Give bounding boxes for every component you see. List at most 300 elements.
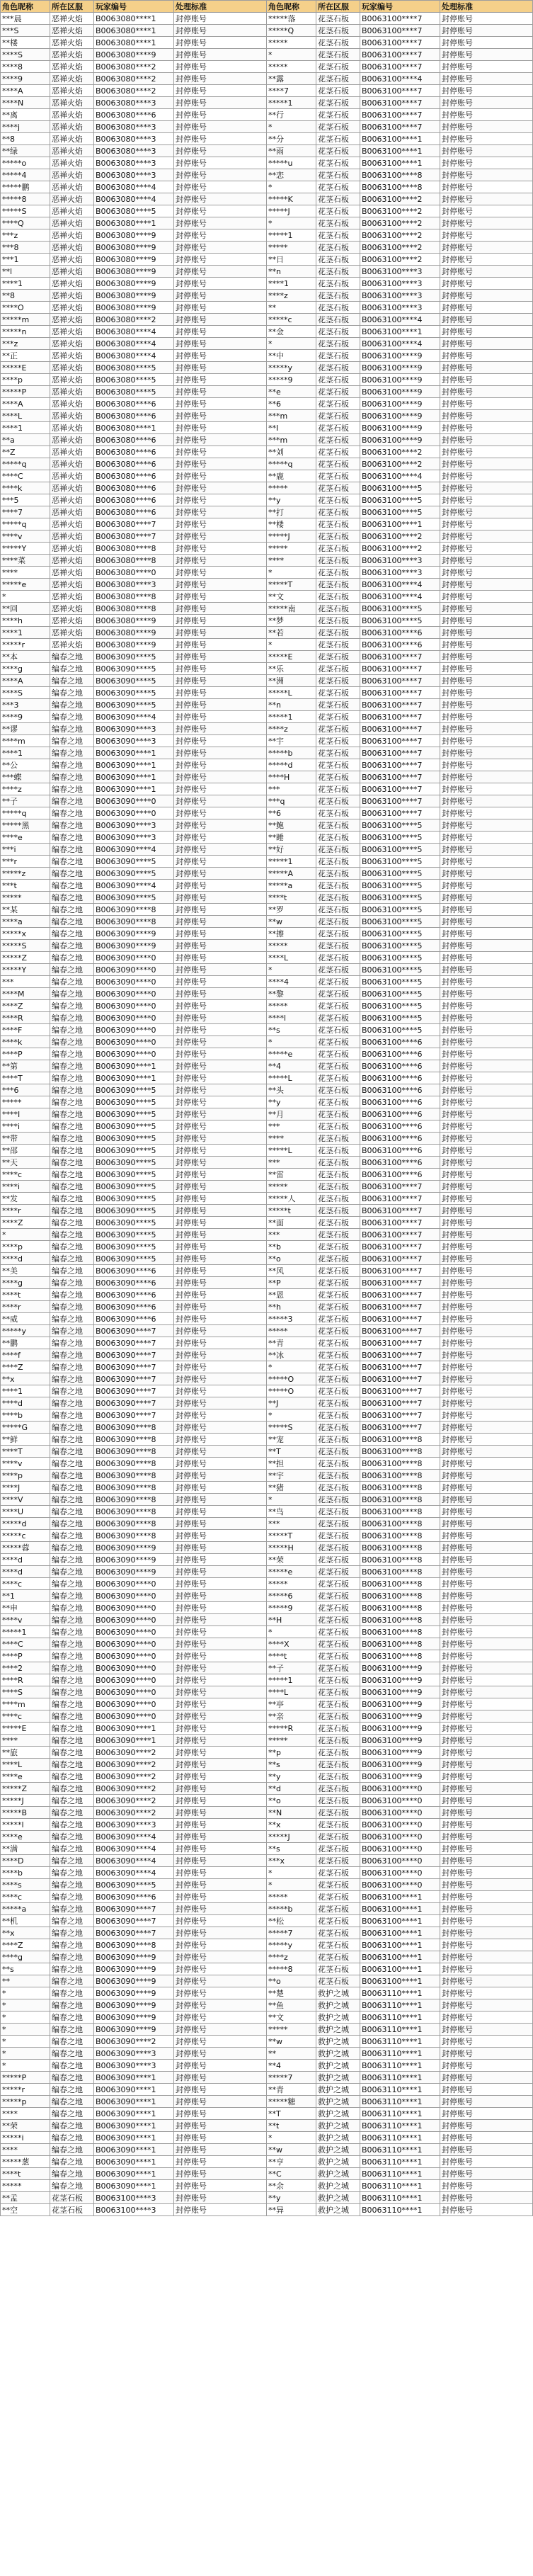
table-row [1,494,533,506]
table-row [1,458,533,470]
server-cell: 编春之地 [50,651,94,663]
nickname-cell-2: **中 [267,350,316,362]
server-cell-2: 花茎石板 [316,807,360,819]
table-row [1,1638,533,1650]
action-cell-2: 封停账号 [440,819,533,832]
player-id-cell-2: B0063100****4 [360,73,440,85]
player-id-cell-2: B0063100****8 [360,1518,440,1530]
action-cell-2: 封停账号 [440,1313,533,1325]
action-cell-2: 封停账号 [440,254,533,266]
server-cell: 恶禅火焰 [50,338,94,350]
player-id-cell-2: B0063100****5 [360,1000,440,1012]
player-id-cell: B0063080****1 [94,217,174,229]
nickname-cell: **鲜 [1,1434,50,1446]
table-row [1,1277,533,1289]
action-cell-2: 封停账号 [440,1927,533,1939]
table-row [1,928,533,940]
nickname-cell-2: ** [267,2048,316,2060]
table-row [1,1927,533,1939]
nickname-cell-2: ***** [267,482,316,494]
server-cell-2: 花茎石板 [316,145,360,157]
player-id-cell: B0063090****7 [94,1337,174,1349]
table-row [1,904,533,916]
server-cell-2: 花茎石板 [316,1674,360,1686]
server-cell: 恶禅火焰 [50,109,94,121]
nickname-cell: * [1,591,50,603]
player-id-cell-2: B0063100****8 [360,1626,440,1638]
action-cell-2: 封停账号 [440,928,533,940]
server-cell-2: 花茎石板 [316,543,360,555]
server-cell: 花茎石板 [50,2192,94,2204]
action-cell-2: 封停账号 [440,1638,533,1650]
player-id-cell: B0063090****6 [94,1301,174,1313]
server-cell: 编春之地 [50,2048,94,2060]
action-cell-2: 封停账号 [440,1000,533,1012]
nickname-cell-2: **日 [267,254,316,266]
action-cell: 封停账号 [174,2072,267,2084]
nickname-cell: *****P [1,2072,50,2084]
nickname-cell-2: **n [267,699,316,711]
server-cell-2: 花茎石板 [316,1193,360,1205]
action-cell-2: 封停账号 [440,2096,533,2108]
table-row [1,290,533,302]
action-cell: 封停账号 [174,1987,267,1999]
server-cell: 编春之地 [50,1181,94,1193]
player-id-cell: B0063090****1 [94,1060,174,1072]
player-id-cell-2: B0063100****8 [360,181,440,193]
action-cell: 封停账号 [174,410,267,422]
player-id-cell: B0063090****0 [94,1012,174,1024]
server-cell-2: 花茎石板 [316,494,360,506]
server-cell: 编春之地 [50,1169,94,1181]
player-id-cell-2: B0063100****7 [360,1397,440,1409]
action-cell: 封停账号 [174,1409,267,1422]
server-cell-2: 花茎石板 [316,747,360,759]
action-cell: 封停账号 [174,1361,267,1373]
server-cell: 编春之地 [50,1193,94,1205]
player-id-cell-2: B0063110****1 [360,2084,440,2096]
action-cell-2: 封停账号 [440,121,533,133]
player-id-cell: B0063090****8 [94,1434,174,1446]
nickname-cell-2: *****人 [267,1193,316,1205]
server-cell: 编春之地 [50,976,94,988]
table-row [1,819,533,832]
table-row [1,1325,533,1337]
nickname-cell-2: *****E [267,651,316,663]
header-server: 所在区服 [50,1,94,13]
player-id-cell: B0063090****5 [94,1241,174,1253]
nickname-cell-2: **y [267,2192,316,2204]
action-cell: 封停账号 [174,579,267,591]
player-id-cell: B0063090****1 [94,2120,174,2132]
player-id-cell-2: B0063100****6 [360,1048,440,1060]
player-id-cell: B0063090****4 [94,1831,174,1843]
nickname-cell: *****Z [1,1783,50,1795]
player-id-cell-2: B0063100****5 [360,494,440,506]
nickname-cell-2: **文 [267,2012,316,2024]
nickname-cell: *****4 [1,169,50,181]
player-id-cell-2: B0063100****8 [360,1542,440,1554]
nickname-cell: ****v [1,1614,50,1626]
player-id-cell: B0063080****3 [94,97,174,109]
action-cell: 封停账号 [174,844,267,856]
nickname-cell-2: ****z [267,1951,316,1963]
table-row [1,795,533,807]
player-id-cell: B0063090****0 [94,964,174,976]
table-row [1,1915,533,1927]
action-cell-2: 封停账号 [440,157,533,169]
table-row [1,1133,533,1145]
nickname-cell: **鹏 [1,1337,50,1349]
nickname-cell-2: **4 [267,1060,316,1072]
action-cell: 封停账号 [174,651,267,663]
server-cell-2: 花茎石板 [316,398,360,410]
table-row [1,338,533,350]
table-row [1,1554,533,1566]
nickname-cell: **l [1,266,50,278]
nickname-cell: ****b [1,1409,50,1422]
table-row [1,1975,533,1987]
action-cell: 封停账号 [174,2204,267,2216]
nickname-cell-2: **6 [267,807,316,819]
nickname-cell: **谬 [1,723,50,735]
nickname-cell: *****B [1,1807,50,1819]
server-cell: 恶禅火焰 [50,506,94,518]
server-cell: 编春之地 [50,1506,94,1518]
server-cell-2: 花茎石板 [316,1951,360,1963]
nickname-cell: ****m [1,735,50,747]
action-cell-2: 封停账号 [440,1867,533,1879]
nickname-cell-2: * [267,217,316,229]
action-cell: 封停账号 [174,1686,267,1698]
player-id-cell-2: B0063100****6 [360,1145,440,1157]
server-cell: 编春之地 [50,1831,94,1843]
table-row [1,1879,533,1891]
action-cell-2: 封停账号 [440,1060,533,1072]
action-cell-2: 封停账号 [440,1686,533,1698]
action-cell: 封停账号 [174,1000,267,1012]
action-cell: 封停账号 [174,1012,267,1024]
nickname-cell: ****c [1,1578,50,1590]
table-row [1,2132,533,2144]
nickname-cell-2: **雷 [267,1169,316,1181]
player-id-cell: B0063090****8 [94,1939,174,1951]
nickname-cell-2: *****9 [267,374,316,386]
server-cell: 编春之地 [50,1373,94,1385]
table-row [1,1674,533,1686]
action-cell-2: 封停账号 [440,1518,533,1530]
action-cell: 封停账号 [174,1313,267,1325]
server-cell: 编春之地 [50,1133,94,1145]
table-header [1,1,533,13]
action-cell: 封停账号 [174,374,267,386]
action-cell-2: 封停账号 [440,988,533,1000]
nickname-cell: ***t [1,880,50,892]
player-id-cell: B0063090****7 [94,1373,174,1385]
server-cell: 恶禅火焰 [50,374,94,386]
table-row [1,350,533,362]
server-cell-2: 花茎石板 [316,1915,360,1927]
server-cell-2: 花茎石板 [316,1891,360,1903]
action-cell-2: 封停账号 [440,374,533,386]
player-id-cell: B0063080****6 [94,482,174,494]
player-id-cell: B0063090****1 [94,1735,174,1747]
server-cell-2: 花茎石板 [316,1133,360,1145]
action-cell: 封停账号 [174,1265,267,1277]
table-row [1,856,533,868]
server-cell-2: 花茎石板 [316,434,360,446]
player-id-cell-2: B0063100****8 [360,1506,440,1518]
nickname-cell: ****Z [1,1000,50,1012]
player-id-cell: B0063080****5 [94,374,174,386]
player-id-cell-2: B0063100****6 [360,1108,440,1120]
nickname-cell: *****Y [1,964,50,976]
player-id-cell: B0063090****2 [94,2036,174,2048]
nickname-cell: *****q [1,807,50,819]
nickname-cell: *****x [1,928,50,940]
action-cell: 封停账号 [174,494,267,506]
server-cell: 恶禅火焰 [50,229,94,242]
nickname-cell: ****g [1,1277,50,1289]
action-cell: 封停账号 [174,783,267,795]
server-cell: 恶禅火焰 [50,181,94,193]
server-cell-2: 花茎石板 [316,326,360,338]
action-cell-2: 封停账号 [440,1530,533,1542]
nickname-cell-2: **行 [267,109,316,121]
nickname-cell: ****g [1,663,50,675]
player-id-cell: B0063090****0 [94,1590,174,1602]
table-row [1,133,533,145]
action-cell-2: 封停账号 [440,1674,533,1686]
server-cell-2: 花茎石板 [316,121,360,133]
nickname-cell-2: *****南 [267,603,316,615]
player-id-cell: B0063090****5 [94,868,174,880]
action-cell-2: 封停账号 [440,1277,533,1289]
server-cell: 恶禅火焰 [50,458,94,470]
nickname-cell: ** [1,1975,50,1987]
action-cell: 封停账号 [174,1963,267,1975]
player-id-cell: B0063080****9 [94,229,174,242]
action-cell-2: 封停账号 [440,1470,533,1482]
nickname-cell-2: ****L [267,1686,316,1698]
action-cell-2: 封停账号 [440,807,533,819]
nickname-cell-2: ***** [267,940,316,952]
nickname-cell: *****z [1,868,50,880]
action-cell: 封停账号 [174,1710,267,1723]
player-id-cell: B0063090****0 [94,1024,174,1036]
nickname-cell: ***S [1,25,50,37]
player-id-cell-2: B0063100****7 [360,1373,440,1385]
action-cell: 封停账号 [174,1397,267,1409]
action-cell: 封停账号 [174,242,267,254]
nickname-cell: *****p [1,2096,50,2108]
player-id-cell: B0063090****6 [94,1891,174,1903]
nickname-cell-2: *****糖 [267,2096,316,2108]
server-cell-2: 花茎石板 [316,530,360,543]
server-cell-2: 救护之城 [316,2192,360,2204]
player-id-cell: B0063080****7 [94,530,174,543]
action-cell-2: 封停账号 [440,398,533,410]
server-cell: 编春之地 [50,1747,94,1759]
action-cell: 封停账号 [174,1048,267,1060]
player-id-cell: B0063090****5 [94,1145,174,1157]
nickname-cell: *****E [1,362,50,374]
nickname-cell: ****P [1,1650,50,1662]
player-id-cell-2: B0063100****7 [360,1349,440,1361]
nickname-cell: **8 [1,290,50,302]
nickname-cell-2: *****K [267,193,316,205]
action-cell: 封停账号 [174,1217,267,1229]
action-cell: 封停账号 [174,916,267,928]
nickname-cell-2: **楼 [267,518,316,530]
nickname-cell: *****q [1,458,50,470]
action-cell-2: 封停账号 [440,1120,533,1133]
nickname-cell-2: **T [267,2108,316,2120]
table-row [1,1096,533,1108]
table-row [1,25,533,37]
player-id-cell: B0063080****4 [94,326,174,338]
nickname-cell: *****P [1,386,50,398]
server-cell-2: 花茎石板 [316,422,360,434]
server-cell: 恶禅火焰 [50,615,94,627]
player-id-cell: B0063080****9 [94,302,174,314]
table-row [1,2180,533,2192]
player-id-cell: B0063090****6 [94,1313,174,1325]
nickname-cell: ****S [1,49,50,61]
player-id-cell-2: B0063100****8 [360,1650,440,1662]
player-id-cell-2: B0063100****7 [360,121,440,133]
player-id-cell-2: B0063100****5 [360,482,440,494]
table-row [1,434,533,446]
table-row [1,121,533,133]
player-id-cell-2: B0063110****1 [360,2168,440,2180]
action-cell-2: 封停账号 [440,1590,533,1602]
action-cell: 封停账号 [174,1843,267,1855]
server-cell: 编春之地 [50,1337,94,1349]
server-cell: 恶禅火焰 [50,350,94,362]
player-id-cell-2: B0063100****2 [360,446,440,458]
player-id-cell-2: B0063100****5 [360,916,440,928]
server-cell-2: 花茎石板 [316,314,360,326]
player-id-cell: B0063090****0 [94,1578,174,1590]
action-cell: 封停账号 [174,1819,267,1831]
server-cell: 编春之地 [50,1470,94,1482]
nickname-cell-2: *****J [267,1831,316,1843]
player-id-cell-2: B0063110****1 [360,2060,440,2072]
action-cell: 封停账号 [174,1626,267,1638]
server-cell-2: 花茎石板 [316,254,360,266]
action-cell-2: 封停账号 [440,49,533,61]
player-id-cell: B0063080****6 [94,109,174,121]
nickname-cell: *****i [1,2132,50,2144]
player-id-cell: B0063090****1 [94,1072,174,1084]
action-cell-2: 封停账号 [440,880,533,892]
action-cell-2: 封停账号 [440,675,533,687]
player-id-cell: B0063090****9 [94,1542,174,1554]
nickname-cell-2: **H [267,1614,316,1626]
server-cell: 编春之地 [50,1253,94,1265]
nickname-cell-2: **o [267,1975,316,1987]
player-id-cell: B0063080****9 [94,615,174,627]
table-row [1,1759,533,1771]
nickname-cell-2: **青 [267,2084,316,2096]
nickname-cell-2: **楚 [267,1987,316,1999]
player-id-cell-2: B0063100****8 [360,1470,440,1482]
table-row [1,314,533,326]
server-cell-2: 花茎石板 [316,13,360,25]
server-cell: 恶禅火焰 [50,193,94,205]
player-id-cell: B0063090****3 [94,735,174,747]
player-id-cell-2: B0063100****7 [360,1241,440,1253]
player-id-cell: B0063080****6 [94,458,174,470]
player-id-cell: B0063090****5 [94,1084,174,1096]
player-id-cell: B0063090****3 [94,1819,174,1831]
table-row [1,1157,533,1169]
action-cell-2: 封停账号 [440,1662,533,1674]
action-cell-2: 封停账号 [440,302,533,314]
server-cell: 恶禅火焰 [50,386,94,398]
player-id-cell-2: B0063100****8 [360,1602,440,1614]
action-cell: 封停账号 [174,1349,267,1361]
table-row [1,699,533,711]
server-cell: 编春之地 [50,1891,94,1903]
table-row [1,868,533,880]
server-cell: 编春之地 [50,2132,94,2144]
nickname-cell: * [1,2012,50,2024]
table-row [1,470,533,482]
nickname-cell: **正 [1,350,50,362]
server-cell-2: 花茎石板 [316,1120,360,1133]
player-id-cell-2: B0063100****7 [360,1337,440,1349]
server-cell: 编春之地 [50,1662,94,1674]
server-cell-2: 花茎石板 [316,1265,360,1277]
player-id-cell-2: B0063100****6 [360,1096,440,1108]
nickname-cell: * [1,1987,50,1999]
nickname-cell: **离 [1,109,50,121]
server-cell-2: 花茎石板 [316,892,360,904]
server-cell: 编春之地 [50,1807,94,1819]
server-cell: 编春之地 [50,663,94,675]
nickname-cell-2: **担 [267,1458,316,1470]
player-id-cell: B0063090****0 [94,1048,174,1060]
table-row [1,771,533,783]
action-cell-2: 封停账号 [440,1939,533,1951]
nickname-cell: *****鹏 [1,181,50,193]
nickname-cell: ***8 [1,242,50,254]
server-cell: 编春之地 [50,1915,94,1927]
server-cell: 编春之地 [50,1000,94,1012]
action-cell-2: 封停账号 [440,1012,533,1024]
player-id-cell: B0063080****4 [94,181,174,193]
table-row [1,1723,533,1735]
action-cell-2: 封停账号 [440,518,533,530]
nickname-cell: **楼 [1,37,50,49]
player-id-cell: B0063090****1 [94,2168,174,2180]
server-cell-2: 花茎石板 [316,1048,360,1060]
nickname-cell: ****O [1,302,50,314]
nickname-cell-2: **荣 [267,1554,316,1566]
action-cell-2: 封停账号 [440,386,533,398]
server-cell-2: 花茎石板 [316,1530,360,1542]
server-cell-2: 花茎石板 [316,205,360,217]
server-cell-2: 花茎石板 [316,783,360,795]
table-row [1,1566,533,1578]
action-cell-2: 封停账号 [440,627,533,639]
action-cell-2: 封停账号 [440,181,533,193]
player-id-cell-2: B0063100****2 [360,458,440,470]
server-cell: 编春之地 [50,1096,94,1108]
action-cell-2: 封停账号 [440,2048,533,2060]
